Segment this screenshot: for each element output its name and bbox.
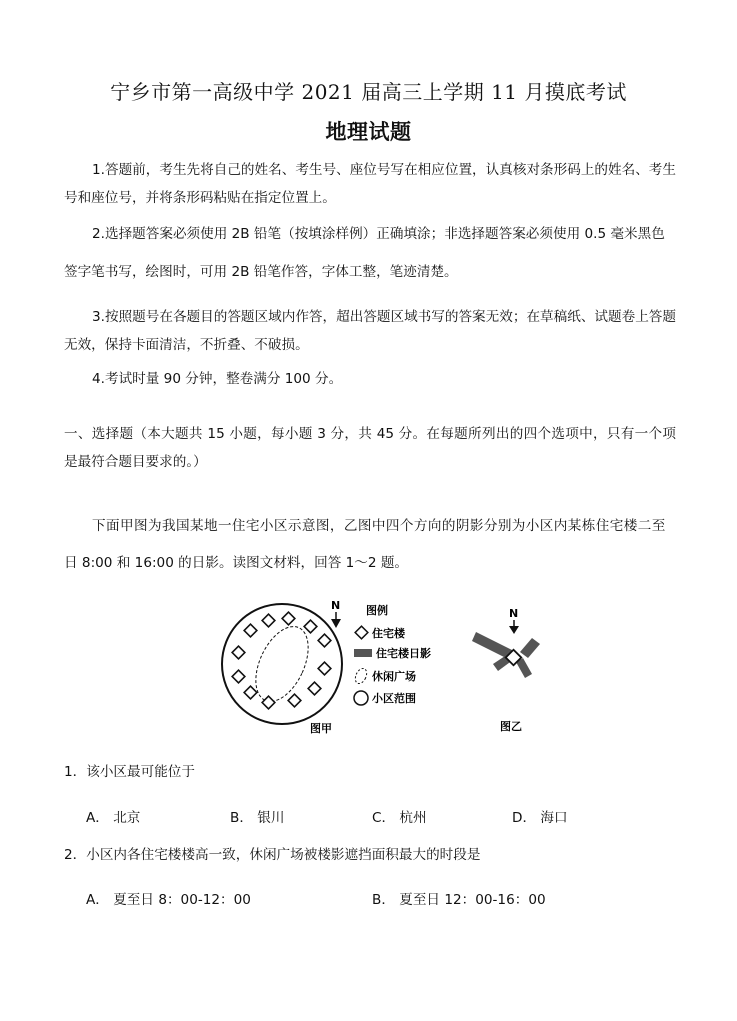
building <box>288 694 301 707</box>
building <box>318 662 331 675</box>
legend-shadow-icon <box>354 649 372 657</box>
instruction-4: 4.考试时量 90 分钟，整卷满分 100 分。 <box>92 371 343 387</box>
legend-building-label: 住宅楼 <box>372 627 405 640</box>
building <box>232 646 245 659</box>
question-2-option-a: A． 夏至日 8：00-12：00 <box>86 892 251 908</box>
building <box>244 624 257 637</box>
legend-boundary-icon <box>354 691 368 705</box>
legend-shadow-label: 住宅楼日影 <box>376 647 431 660</box>
material-intro-line2: 日 8:00 和 16:00 的日影。读图文材料，回答 1～2 题。 <box>64 555 409 571</box>
building <box>304 620 317 633</box>
caption-figure-a: 图甲 <box>310 722 332 735</box>
building <box>262 696 275 709</box>
residential-buildings <box>232 612 331 709</box>
figure-a <box>222 604 342 735</box>
building <box>308 682 321 695</box>
question-1-option-b: B． 银川 <box>230 810 285 826</box>
building-shadows <box>472 632 540 678</box>
question-2-option-b: B． 夏至日 12：00-16：00 <box>372 892 546 908</box>
residential-figure <box>210 592 550 742</box>
question-1-option-c: C． 杭州 <box>372 810 427 826</box>
exam-title: 宁乡市第一高级中学 2021 届高三上学期 11 月摸底考试 <box>110 80 627 104</box>
question-2-stem: 2．小区内各住宅楼楼高一致，休闲广场被楼影遮挡面积最大的时段是 <box>64 847 481 863</box>
caption-figure-b: 图乙 <box>500 720 522 733</box>
legend-title: 图例 <box>366 604 388 617</box>
figure-b <box>472 607 540 733</box>
instruction-3: 3.按照题号在各题目的答题区域内作答，超出答题区域书写的答案无效；在草稿纸、试题卷上答题无效，保持卡面清洁，不折叠、不破损。 <box>64 309 676 353</box>
question-1-option-d: D． 海口 <box>512 810 568 826</box>
question-1-stem: 1．该小区最可能位于 <box>64 764 195 780</box>
material-intro-line1: 下面甲图为我国某地一住宅小区示意图，乙图中四个方向的阴影分别为小区内某栋住宅楼二至 <box>92 518 666 534</box>
building <box>282 612 295 625</box>
legend <box>353 603 431 705</box>
building <box>262 614 275 627</box>
section-heading: 一、选择题（本大题共 15 小题，每小题 3 分，共 45 分。在每题所列出的四个选项中，只有一个项是最符合题目要求的。） <box>64 426 676 470</box>
north-arrow-a <box>331 599 341 628</box>
legend-boundary-label: 小区范围 <box>372 692 416 705</box>
building <box>244 686 257 699</box>
north-label-b: N <box>509 607 519 620</box>
north-label: N <box>331 599 341 612</box>
building <box>318 634 331 647</box>
legend-plaza-label: 休闲广场 <box>372 670 416 683</box>
instruction-2-cont: 签字笔书写，绘图时，可用 2B 铅笔作答，字体工整，笔迹清楚。 <box>64 264 458 280</box>
instruction-1: 1.答题前，考生先将自己的姓名、考生号、座位号写在相应位置，认真核对条形码上的姓名、考生号和座位号，并将条形码粘贴在指定位置上。 <box>64 162 676 206</box>
instruction-2: 2.选择题答案必须使用 2B 铅笔（按填涂样例）正确填涂；非选择题答案必须使用 0.5 毫米黑色 <box>92 226 665 242</box>
question-1-option-a: A． 北京 <box>86 810 141 826</box>
legend-building-icon <box>355 626 368 639</box>
subject-title: 地理试题 <box>325 119 412 144</box>
legend-plaza-icon <box>353 667 369 686</box>
building <box>232 670 245 683</box>
